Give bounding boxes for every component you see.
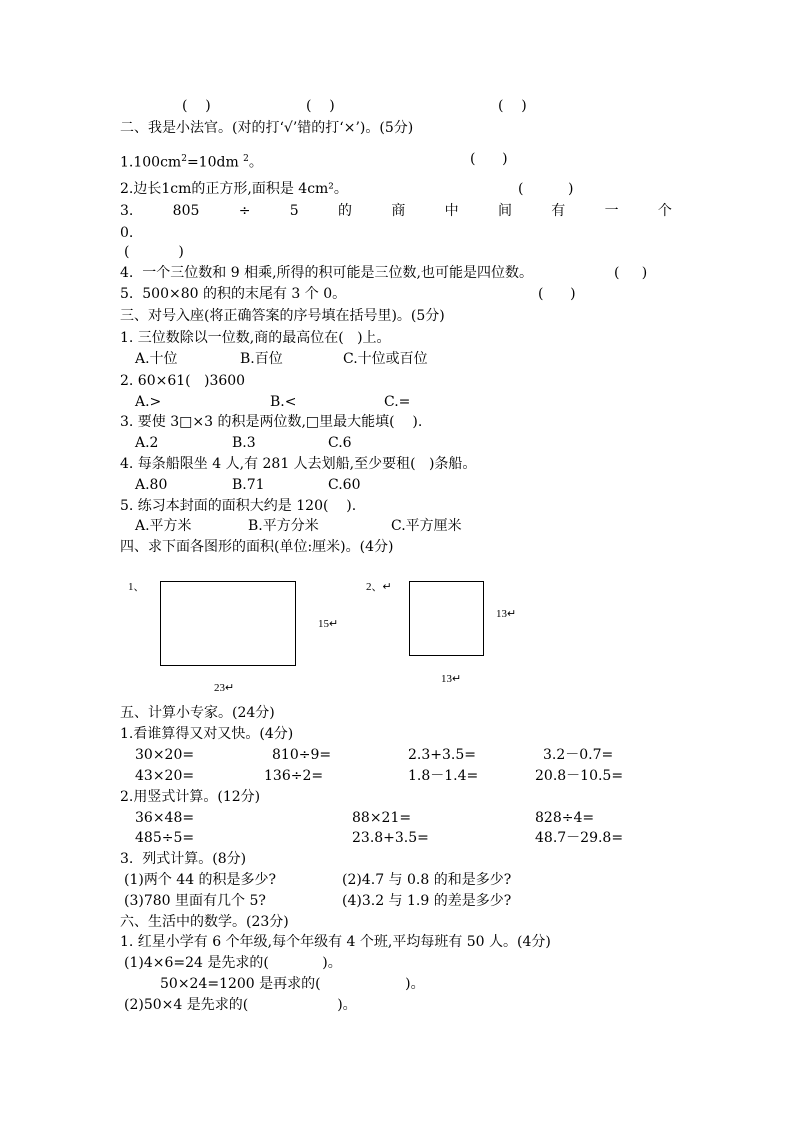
problem-2: (2)4.7 与 0.8 的和是多少? xyxy=(342,872,512,888)
calc-item: 88×21= xyxy=(352,810,412,826)
sec3-q4-opt-b: B.71 xyxy=(232,477,265,493)
sec3-q3-opt-c: C.6 xyxy=(328,435,352,451)
problem-3: (3)780 里面有几个 5? xyxy=(124,893,266,909)
sec6-line-2: 50×24=1200 是再求的( )。 xyxy=(160,976,425,992)
sec3-q5-opt-b: B.平方分米 xyxy=(248,518,319,534)
sec2-q3-word: 一 xyxy=(604,203,619,219)
sec2-q3-word: 个 xyxy=(657,203,672,219)
top-bracket-2: ( ) xyxy=(306,98,335,114)
figure-2-number: 2、↵ xyxy=(366,581,392,593)
calc-item: 485÷5= xyxy=(135,830,195,846)
problem-1: (1)两个 44 的积是多少? xyxy=(124,872,277,888)
sec2-q3-word: 805 xyxy=(172,203,200,219)
calc-item: 48.7－29.8= xyxy=(535,830,624,846)
sec3-q3: 3. 要使 3□×3 的积是两位数,□里最大能填( ). xyxy=(120,414,423,430)
sec6-line-3: (2)50×4 是先求的( )。 xyxy=(124,997,357,1013)
sec2-q4-bracket: ( ) xyxy=(614,265,648,281)
figure-2-bottom-label: 13↵ xyxy=(441,673,462,685)
sec3-q2-opt-a: A.> xyxy=(135,394,162,410)
problem-4: (4)3.2 与 1.9 的差是多少? xyxy=(342,893,512,909)
sec2-q5: 5. 500×80 的积的末尾有 3 个 0。 xyxy=(120,286,347,302)
sec2-q3-word: 3. xyxy=(120,203,134,219)
sec3-q1: 1. 三位数除以一位数,商的最高位在( )上。 xyxy=(120,330,391,346)
sec2-q3-word: ÷ xyxy=(238,203,251,219)
sec2-q3-bracket: ( ) xyxy=(124,244,184,260)
sec2-q1: $1.100cm^2=10dm$ $^2$。 xyxy=(120,154,263,171)
section-2-title: 二、我是小法官。(对的打‘√’错的打‘×’)。(5分) xyxy=(120,120,414,136)
figure-1-number: 1、 xyxy=(128,581,145,593)
calc-item: 828÷4= xyxy=(535,810,595,826)
calc-item: 30×20= xyxy=(135,747,195,763)
sec2-q3-cont: 0. xyxy=(120,225,134,241)
sec5-sub3: 3. 列式计算。(8分) xyxy=(120,851,247,867)
sec2-q3-word: 的 xyxy=(338,203,352,219)
sec2-q3 xyxy=(120,202,672,220)
section-5-title: 五、计算小专家。(24分) xyxy=(120,705,275,721)
sec3-q2-opt-b: B.< xyxy=(270,394,297,410)
sec3-q1-opt-c: C.十位或百位 xyxy=(343,351,428,367)
sec3-q4-opt-c: C.60 xyxy=(328,477,361,493)
sec3-q2: 2. 60×61( )3600 xyxy=(120,373,246,389)
sec3-q2-opt-c: C.= xyxy=(384,394,411,410)
sec2-q3-word: 中 xyxy=(444,203,459,219)
sec2-q3-word: 有 xyxy=(551,203,566,219)
sec3-q1-opt-b: B.百位 xyxy=(240,351,283,367)
calc-item: 136÷2= xyxy=(264,768,324,784)
sec2-q3-word: 间 xyxy=(497,203,512,219)
sec3-q4-opt-a: A.80 xyxy=(135,477,168,493)
top-bracket-1: ( ) xyxy=(182,98,211,114)
calc-item: 20.8－10.5= xyxy=(535,768,624,784)
calc-item: 23.8+3.5= xyxy=(352,830,429,846)
figure-2-side-label: 13↵ xyxy=(496,608,517,620)
sec6-q1: 1. 红星小学有 6 个年级,每个年级有 4 个班,平均每班有 50 人。(4分) xyxy=(120,934,551,950)
sec2-q1-bracket: ( ) xyxy=(470,151,508,167)
sec2-q5-bracket: ( ) xyxy=(538,286,576,302)
figure-1-side-label: 15↵ xyxy=(318,618,339,630)
calc-item: 3.2－0.7= xyxy=(543,747,614,763)
sec3-q5-opt-a: A.平方米 xyxy=(135,518,192,534)
sec3-q4: 4. 每条船限坐 4 人,有 281 人去划船,至少要租( )条船。 xyxy=(120,456,477,472)
section-4-title: 四、求下面各图形的面积(单位:厘米)。(4分) xyxy=(120,539,394,555)
section-3-title: 三、对号入座(将正确答案的序号填在括号里)。(5分) xyxy=(120,308,445,324)
sec2-q3-word: 5 xyxy=(289,203,299,219)
sec3-q5: 5. 练习本封面的面积大约是 120( ). xyxy=(120,498,357,514)
top-bracket-3: ( ) xyxy=(498,98,527,114)
sec2-q3-word: 商 xyxy=(391,203,406,219)
sec5-sub2: 2.用竖式计算。(12分) xyxy=(120,789,261,805)
calc-item: 810÷9= xyxy=(272,747,332,763)
sec5-sub1: 1.看谁算得又对又快。(4分) xyxy=(120,726,294,742)
sec2-q4: 4. 一个三位数和 9 相乘,所得的积可能是三位数,也可能是四位数。 xyxy=(120,265,533,281)
sec3-q3-opt-b: B.3 xyxy=(232,435,256,451)
sec6-line-1: (1)4×6=24 是先求的( )。 xyxy=(124,955,342,971)
calc-item: 36×48= xyxy=(135,810,195,826)
figure-1-rectangle xyxy=(160,581,296,666)
calc-item: 43×20= xyxy=(135,768,195,784)
sec3-q5-opt-c: C.平方厘米 xyxy=(391,518,462,534)
figure-2-square xyxy=(409,581,484,656)
sec2-q2-bracket: ( ) xyxy=(518,181,574,197)
figure-1-bottom-label: 23↵ xyxy=(214,682,235,694)
section-6-title: 六、生活中的数学。(23分) xyxy=(120,914,289,930)
sec2-q2: 2.边长1cm的正方形,面积是 4cm²。 xyxy=(120,181,348,197)
calc-item: 1.8－1.4= xyxy=(408,768,479,784)
sec3-q1-opt-a: A.十位 xyxy=(135,351,178,367)
sec3-q3-opt-a: A.2 xyxy=(135,435,159,451)
calc-item: 2.3+3.5= xyxy=(408,747,476,763)
